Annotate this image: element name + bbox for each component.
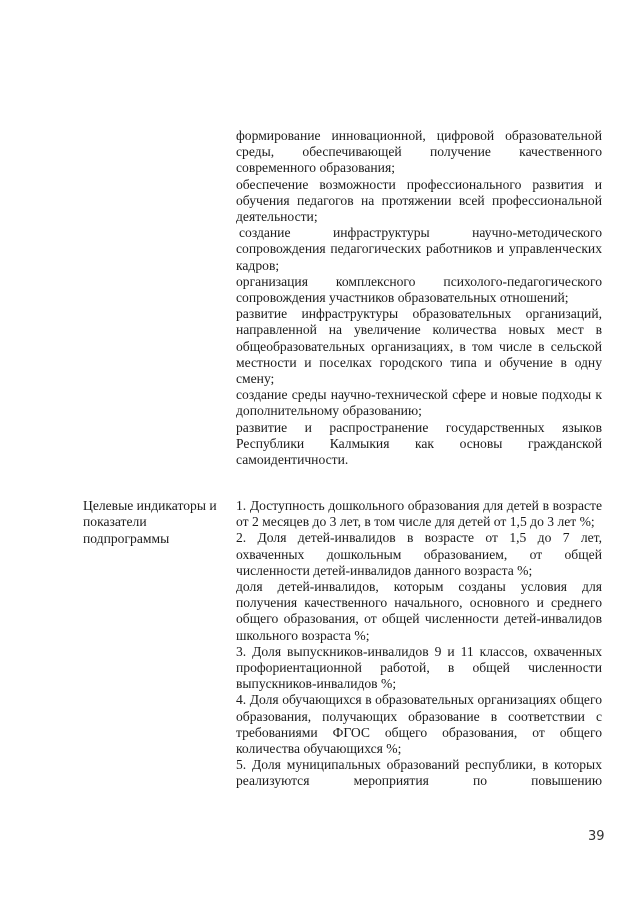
task-item: обеспечение возможности профессионального развития и обучения педагогов на протяжении всей профессиональной деятельности;: [236, 176, 602, 225]
task-item: развитие инфраструктуры образовательных организаций, направленной на увеличение количества новых мест в общеобразовательных организациях, в том числе в сельской местности и поселках городского типа и обучение в одну смену;: [236, 306, 602, 387]
task-item: организация комплексного психолого-педагогического сопровождения участников образовательных отношений;: [236, 273, 602, 306]
indicators-list: [236, 498, 602, 790]
indicator-item: доля детей-инвалидов, которым созданы условия для получения качественного начального, основного и среднего общего образования, от общей численности детей-инвалидов школьного возраста %;: [236, 579, 602, 643]
indicator-item: 4. Доля обучающихся в образовательных организациях общего образования, получающих образование в соответствии с требованиями ФГОС общего образования, от общего количества обучающихся %;: [236, 692, 602, 757]
tasks-list: [236, 128, 602, 468]
indicator-item: 1. Доступность дошкольного образования для детей в возрасте от 2 месяцев до 3 лет, в том числе для детей от 1,5 до 3 лет %;: [236, 498, 602, 530]
indicator-item: 2. Доля детей-инвалидов в возрасте от 1,5 до 7 лет, охваченных дошкольным образованием, от общей численности детей-инвалидов данного возраста %;: [236, 530, 602, 578]
task-item: формирование инновационной, цифровой образовательной среды, обеспечивающей получение качественного современного образования;: [236, 128, 602, 176]
indicators-label: Целевые индикаторы и показатели подпрограммы: [83, 498, 217, 546]
task-item: создание среды научно-технической сфере и новые подходы к дополнительному образованию;: [236, 387, 602, 419]
task-item: создание инфраструктуры научно-методического сопровождения педагогических работников и управленческих кадров;: [236, 225, 602, 273]
indicator-item: 3. Доля выпускников-инвалидов 9 и 11 классов, охваченных профориентационной работой, в общей численности выпускников-инвалидов %;: [236, 643, 602, 692]
task-item: развитие и распространение государственных языков Республики Калмыкия как основы гражданской самоидентичности.: [236, 419, 602, 468]
page-number: 39: [588, 829, 605, 844]
indicator-item: 5. Доля муниципальных образований республики, в которых реализуются мероприятия по повышению: [236, 757, 602, 789]
